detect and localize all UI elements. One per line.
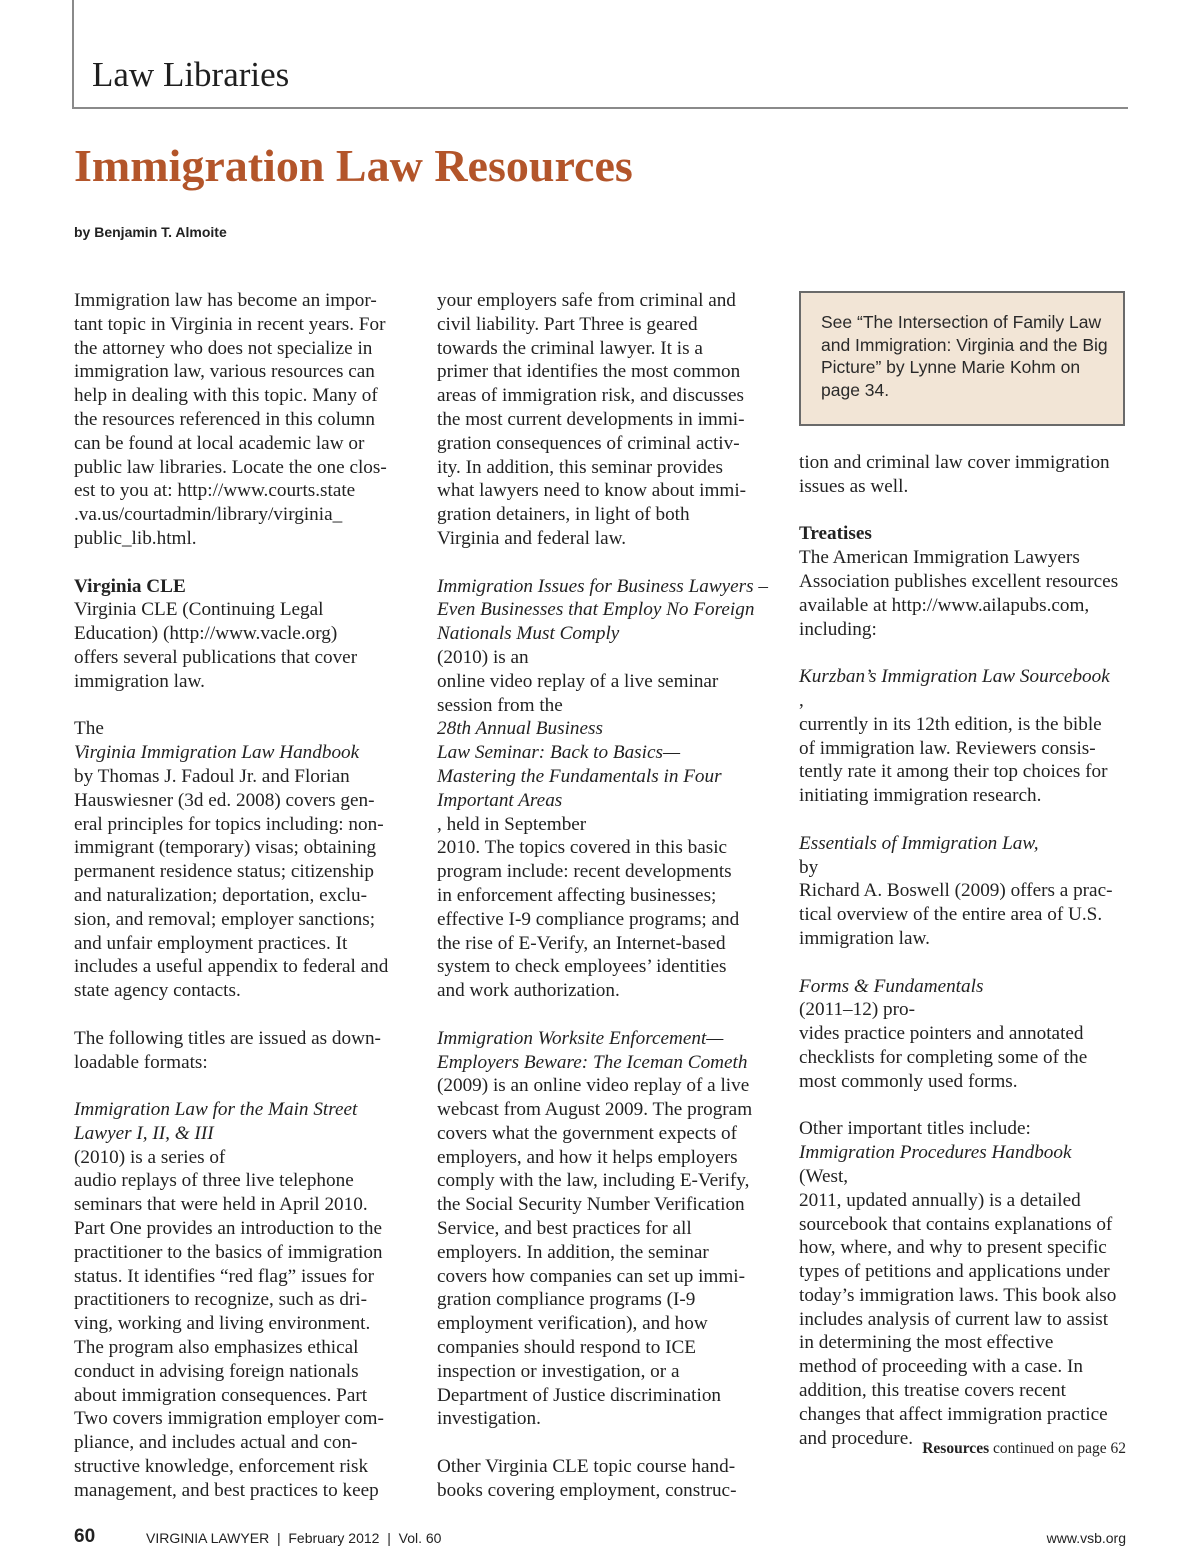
byline: by Benjamin T. Almoite: [74, 224, 227, 240]
book-title: Forms & Fundamentals: [799, 975, 984, 997]
seminar-title: Mastering the Fundamentals in Four: [437, 765, 722, 787]
subheading-virginia-cle: Virginia CLE: [74, 575, 186, 597]
worksite-paragraph: Immigration Worksite Enforcement— Employers Beware: The Iceman Cometh (2009) is an online video replay of a live webcast from August 2009. The program covers what the government expects of employers, and how it helps employers comply with the law, including E-Verify, the Social Security Number Verification Service, and best practices for all employers. In addition, the seminar covers how companies can set up immi- gration compliance programs (I-9 employment verification), and how companies should respond to ICE inspection or investigation, or a Department of Justice discrimination investigation.: [437, 1027, 767, 1432]
continued-notice: Resources continued on page 62: [922, 1440, 1126, 1457]
procedures-paragraph: Other important titles include: Immigration Procedures Handbook (West, 2011, updated annually) is a detailed sourcebook that contains explanations of how, where, and why to present specific types of petitions and applications under today’s immigration laws. This book also includes analysis of current law to assist in determining the most effective method of proceeding with a case. In addition, this treatise covers recent changes that affect immigration practice and procedure.: [799, 1118, 1117, 1449]
kurzban-paragraph: Kurzban’s Immigration Law Sourcebook , currently in its 12th edition, is the bible of immigration law. Reviewers consis- tently rate it among their top choices for initiating immigration research.: [799, 666, 1110, 807]
book-title: Virginia Immigration Law Handbook: [74, 742, 360, 764]
book-title: Immigration Issues for Business Lawyers –: [437, 575, 768, 597]
book-title: Essentials of Immigration Law,: [799, 832, 1039, 854]
book-title: Even Businesses that Employ No Foreign: [437, 599, 755, 621]
book-title: Employers Beware: The Iceman Cometh: [437, 1051, 748, 1073]
part-three-paragraph: your employers safe from criminal and civil liability. Part Three is geared towards the criminal lawyer. It is a primer that identifies the most common areas of immigration risk, and discusses the most current developments in immi- gration consequences of criminal activ- ity. In addition, this seminar provides what lawyers need to know about immi- gration detainers, in light of both Virginia and federal law.: [437, 290, 747, 549]
virginia-cle-section: Virginia CLE Virginia CLE (Continuing Legal Education) (http://www.vacle.org) offers several publications that cover immigration law.: [74, 575, 404, 694]
book-title: Lawyer I, II, & III: [74, 1122, 214, 1144]
other-handbooks-paragraph: Other Virginia CLE topic course hand- books covering employment, construc-: [437, 1456, 737, 1501]
header-horizontal-rule: [72, 107, 1128, 109]
forms-paragraph: Forms & Fundamentals (2011–12) pro- vides practice pointers and annotated checklists for completing some of the most commonly used forms.: [799, 975, 1088, 1092]
handbook-paragraph: The Virginia Immigration Law Handbook by Thomas J. Fadoul Jr. and Florian Hauswiesner (3d ed. 2008) covers gen- eral principles for topics including: non- immigrant (temporary) visas; obtaining permanent residence status; citizenship and naturalization; deportation, exclu- sion, and removal; employer sanctions; and unfair employment practices. It includes a useful appendix to federal and state agency contacts.: [74, 718, 389, 1002]
column-2: [437, 289, 767, 1503]
business-lawyers-paragraph: Immigration Issues for Business Lawyers – Even Businesses that Employ No Foreign Nationals Must Comply (2010) is an online video replay of a live seminar session from the 28th Annual Business Law Seminar: Back to Basics— Mastering the Fundamentals in Four Important Areas , held in September 2010. The topics covered in this basic program include: recent developments in enforcement affecting businesses; effective I-9 compliance programs; and the rise of E-Verify, an Internet-based system to check employees’ identities and work authorization.: [437, 575, 768, 1002]
intro-paragraph: Immigration law has become an impor- tant topic in Virginia in recent years. For the attorney who does not specialize in immigration law, various resources can help in dealing with this topic. Many of the resources referenced in this column can be found at local academic law or public law libraries. Locate the one clos- est to you at: http://www.courts.state .va.us/courtadmin/library/virginia_ public_lib.html.: [74, 290, 387, 549]
column-1: [74, 289, 404, 1503]
article-title: Immigration Law Resources: [74, 140, 633, 191]
downloadable-paragraph: The following titles are issued as down- loadable formats:: [74, 1027, 381, 1073]
treatises-section: Treatises The American Immigration Lawyers Association publishes excellent resources available at http://www.ailapubs.com, including:: [799, 522, 1129, 641]
page-number: 60: [74, 1526, 96, 1547]
continued-paragraph: tion and criminal law cover immigration issues as well.: [799, 452, 1110, 497]
essentials-paragraph: Essentials of Immigration Law, by Richard A. Boswell (2009) offers a prac- tical overview of the entire area of U.S. immigration law.: [799, 832, 1113, 949]
seminar-title: Law Seminar: Back to Basics—: [437, 742, 681, 764]
website: www.vsb.org: [1046, 1530, 1126, 1546]
subheading-treatises: Treatises: [799, 523, 872, 545]
column-3: [799, 451, 1129, 1450]
book-title: Immigration Worksite Enforcement—: [437, 1027, 724, 1049]
main-street-paragraph: Immigration Law for the Main Street Lawyer I, II, & III (2010) is a series of audio replays of three live telephone seminars that were held in April 2010. Part One provides an introduction to the practitioner to the basics of immigration status. It identifies “red flag” issues for practitioners to recognize, such as dri- ving, working and living environment. The program also emphasizes ethical conduct in advising foreign nationals about immigration consequences. Part Two covers immigration employer com- pliance, and includes actual and con- structive knowledge, enforcement risk management, and best practices to keep: [74, 1098, 404, 1503]
header-vertical-rule: [72, 0, 74, 108]
book-title: Kurzban’s Immigration Law Sourcebook: [799, 666, 1110, 688]
seminar-title: 28th Annual Business: [437, 718, 603, 740]
section-label: Law Libraries: [92, 55, 290, 94]
book-title: Immigration Law for the Main Street: [74, 1099, 358, 1121]
seminar-title: Important Areas: [437, 789, 563, 811]
book-title: Nationals Must Comply: [437, 623, 620, 645]
issue-info: VIRGINIA LAWYER | February 2012 | Vol. 60: [146, 1530, 442, 1546]
book-title: Immigration Procedures Handbook: [799, 1142, 1072, 1164]
cross-reference-callout: See “The Intersection of Family Law and Immigration: Virginia and the Big Picture” by Lynne Marie Kohm on page 34.: [799, 291, 1125, 426]
